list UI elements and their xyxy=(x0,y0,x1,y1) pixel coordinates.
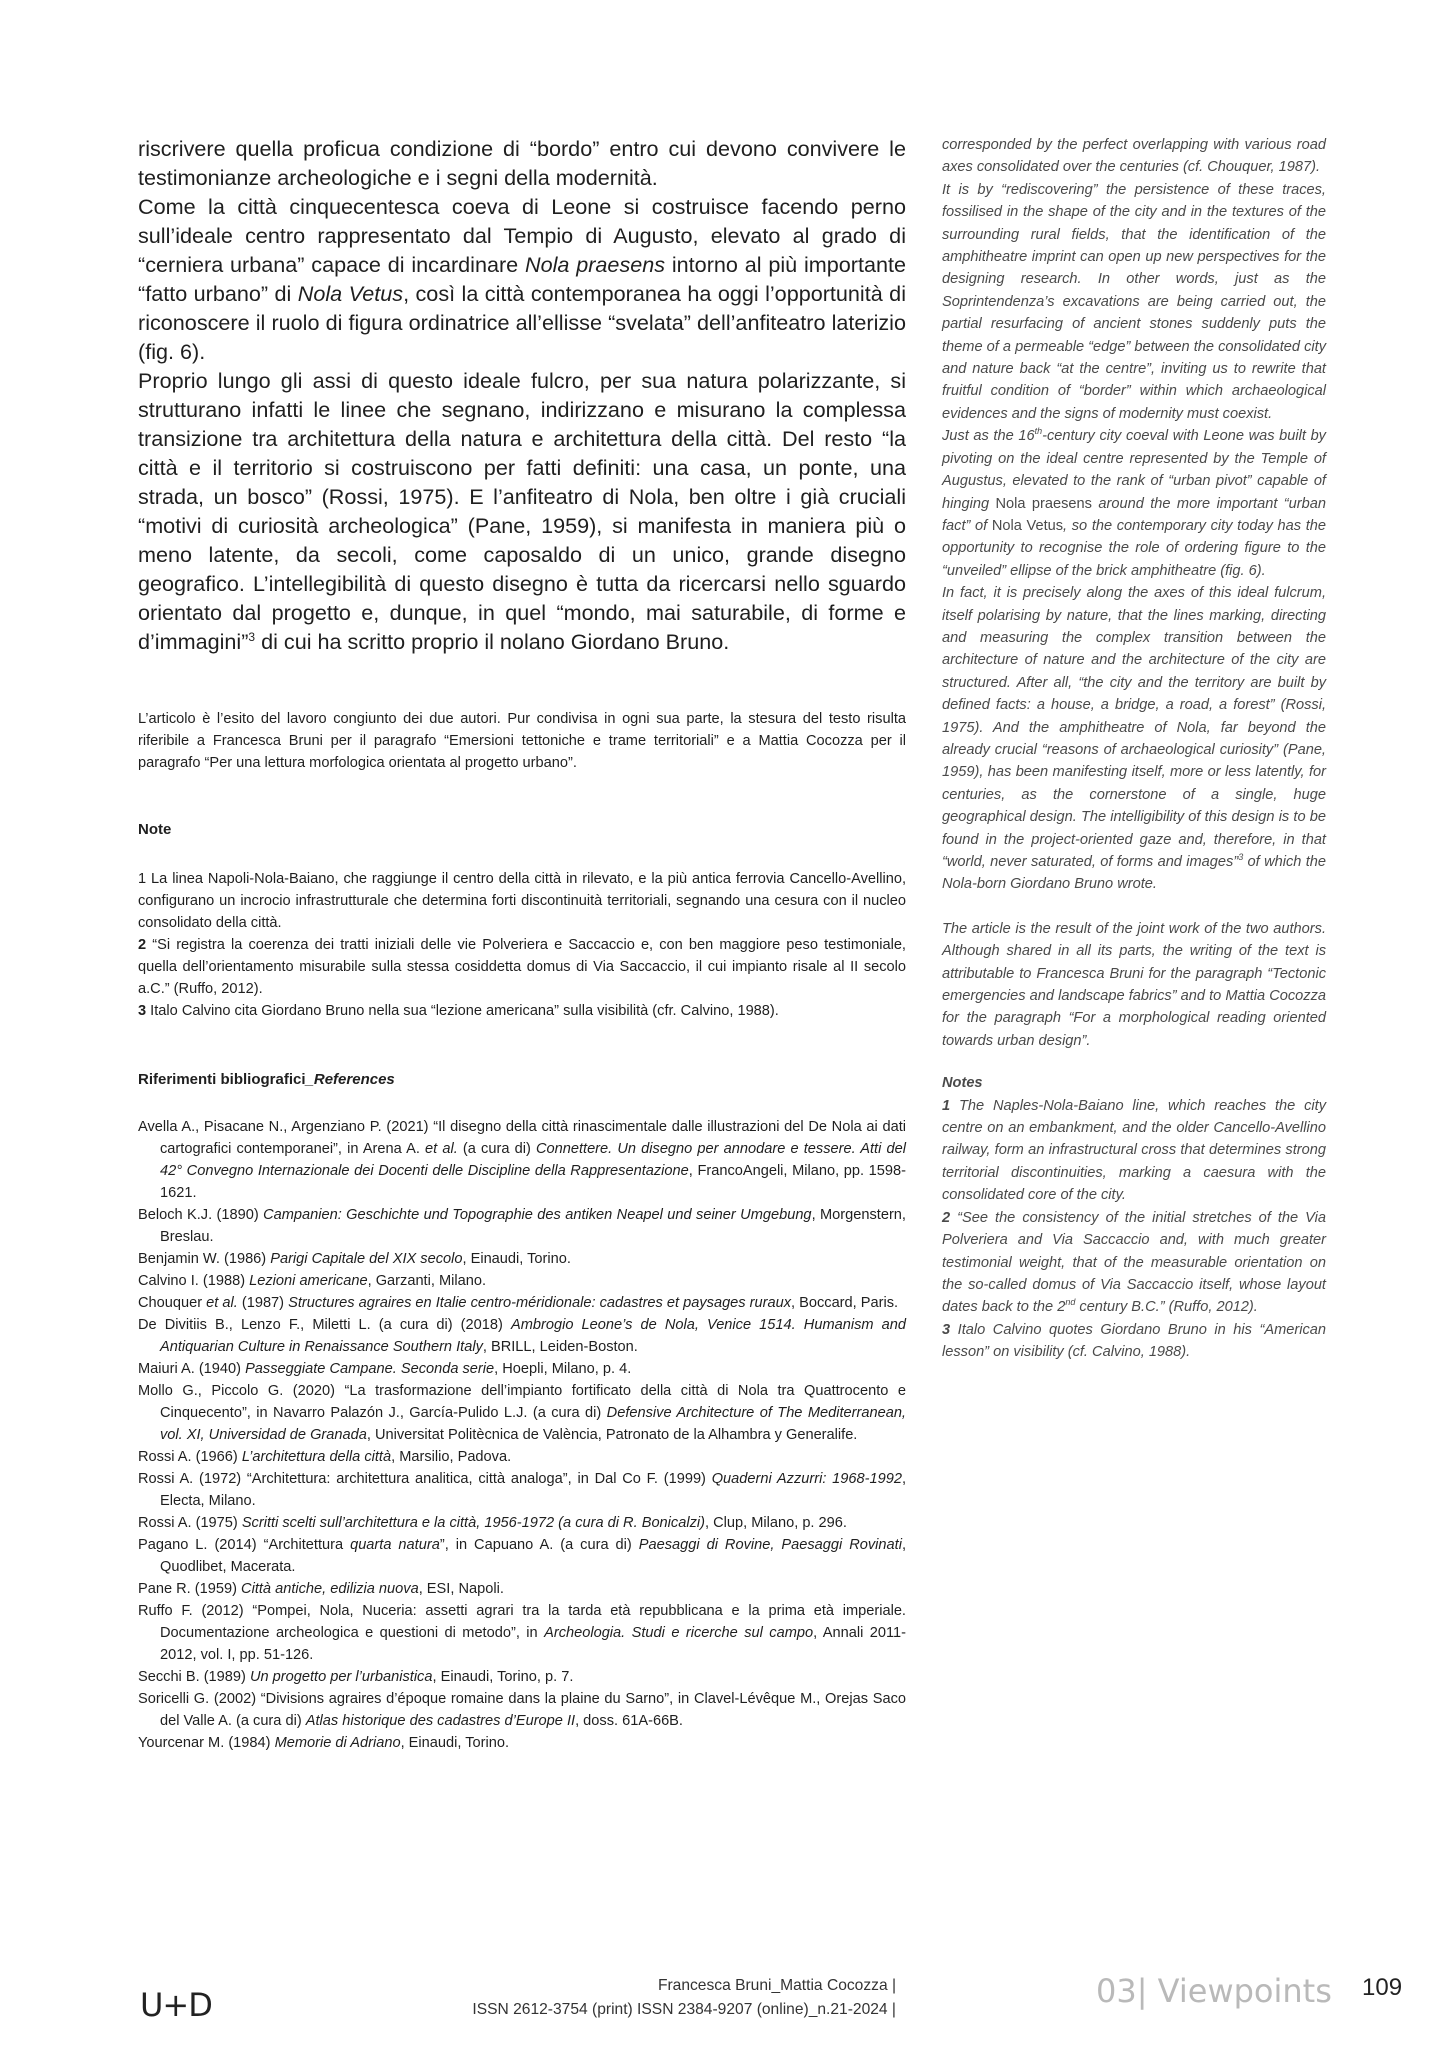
reference-text: , Garzanti, Milano. xyxy=(367,1273,487,1289)
references-heading xyxy=(138,1070,906,1090)
note-number: 2 xyxy=(138,937,147,953)
note-item xyxy=(138,1000,906,1022)
note-text: Italo Calvino quotes Giordano Bruno in his “American lesson” on visibility (cf. Calvino, 1988). xyxy=(942,1321,1326,1361)
english-note xyxy=(942,1319,1326,1364)
reference-text: De Divitiis B., Lenzo F., Miletti L. (a cura di) (2018) xyxy=(138,1317,511,1333)
reference-item xyxy=(138,1248,906,1270)
reference-text: Ruffo F. (2012) “Pompei, Nola, Nuceria: assetti agrari tra la tarda età repubblicana e la prima età imperiale. Documentazione archeologica e questioni di metodo”, in xyxy=(138,1603,906,1641)
paragraph xyxy=(138,192,906,366)
english-acknowledgement: The article is the result of the joint work of the two authors. Although shared in all its parts, the writing of the text is attributable to Francesca Bruni for the paragraph “Tectonic emergencies and landscape fabrics” and to Mattia Cocozza for the paragraph “For a morphological reading oriented towards urban design”. xyxy=(942,920,1326,1049)
italic-term: Nola Vetus xyxy=(297,281,404,306)
reference-item xyxy=(138,1688,906,1732)
reference-text: Pagano L. (2014) “Architettura xyxy=(138,1537,351,1553)
right-column xyxy=(942,134,1326,1364)
reference-text: , Boccard, Paris. xyxy=(791,1295,899,1311)
main-text xyxy=(138,134,906,656)
english-text: of which the Nola-born Giordano Bruno wrote. xyxy=(942,854,1327,893)
reference-item xyxy=(138,1600,906,1666)
reference-title: quarta natura xyxy=(350,1537,440,1553)
reference-text: , FrancoAngeli, Milano, pp. 1598-1621. xyxy=(160,1163,906,1201)
reference-text: Yourcenar M. (1984) xyxy=(138,1735,275,1751)
note-text: “See the consistency of the initial stretches of the Via Polveriera and Via Saccaccio and, with much greater testimonial weight, that of the measurable orientation on the so-called domus of Via Saccaccio itself, whose layout dates back to the 2 xyxy=(942,1209,1326,1316)
english-text: In fact, it is precisely along the axes of this ideal fulcrum, itself polarising by nature, that the lines marking, directing and measuring the complex transition between the architecture of nature and the architecture of the city are structured. After all, “the city and the territory are built by defined facts: a house, a bridge, a road, a forest” (Rossi, 1975). And the amphitheatre of Nola, far beyond the already crucial “reasons of archaeological curiosity” (Pane, 1959), has been manifesting itself, more or less latently, for centuries, as the cornerstone of a single, huge geographical design. The intelligibility of this design is to be found in the project-oriented gaze and, therefore, in that “world, never saturated, of forms and images” xyxy=(942,585,1326,870)
note-number: 3 xyxy=(138,1003,147,1019)
note-number: 3 xyxy=(942,1321,951,1338)
left-column xyxy=(138,134,906,1754)
reference-text: Secchi B. (1989) xyxy=(138,1669,250,1685)
reference-item xyxy=(138,1468,906,1512)
superscript: th xyxy=(1034,426,1043,437)
reference-text: , Electa, Milano. xyxy=(160,1471,907,1509)
notes-list xyxy=(138,868,906,1022)
reference-item xyxy=(138,1666,906,1688)
reference-text: , Universitat Politècnica de València, Patronato de la Alhambra y Generalife. xyxy=(366,1427,858,1443)
reference-text: Benjamin W. (1986) xyxy=(138,1251,271,1267)
section-label: 03| Viewpoints xyxy=(1096,1972,1332,2010)
acknowledgement: L’articolo è l’esito del lavoro congiunto dei due autori. Pur condivisa in ogni sua parte, la stesura del testo risulta riferibile a Francesca Bruni per il paragrafo “Emersioni tettoniche e trame territoriali” e a Mattia Cocozza per il paragrafo “Per una lettura morfologica orientata al progetto urbano”. xyxy=(138,711,906,771)
reference-item xyxy=(138,1358,906,1380)
reference-item xyxy=(138,1270,906,1292)
reference-item xyxy=(138,1446,906,1468)
reference-item xyxy=(138,1578,906,1600)
reference-text: , doss. 61A-66B. xyxy=(575,1713,683,1729)
reference-text: , Einaudi, Torino. xyxy=(462,1251,571,1267)
reference-title: Parigi Capitale del XIX secolo xyxy=(270,1251,463,1267)
english-note xyxy=(942,1095,1326,1207)
reference-text: , Hoepli, Milano, p. 4. xyxy=(494,1361,632,1377)
reference-text: , Marsilio, Padova. xyxy=(391,1449,512,1465)
english-paragraph xyxy=(942,582,1326,896)
reference-text: Pane R. (1959) xyxy=(138,1581,242,1597)
footnote-ref[interactable]: 3 xyxy=(248,629,256,644)
reference-text: ”, in Capuano A. (a cura di) xyxy=(439,1537,639,1553)
reference-item xyxy=(138,1534,906,1578)
reference-text: Soricelli G. (2002) “Divisions agraires d’époque romaine dans la plaine du Sarno”, in Clavel-Lévêque M., Orejas Saco del Valle A. (a cura di) xyxy=(138,1691,906,1729)
reference-text: Calvino I. (1988) xyxy=(138,1273,250,1289)
journal-logo: U+D xyxy=(140,1986,212,2024)
english-text: , so the contemporary city today has the opportunity to recognise the role of ordering figure to the “unveiled” ellipse of the brick amphitheatre (fig. 6). xyxy=(942,517,1326,579)
note-item xyxy=(138,934,906,1000)
reference-title: L’architettura della città xyxy=(241,1449,392,1465)
reference-item xyxy=(138,1314,906,1358)
reference-title: et al. xyxy=(206,1295,238,1311)
page-number: 109 xyxy=(1362,1974,1403,2001)
note-text: century B.C.” (Ruffo, 2012). xyxy=(1075,1299,1258,1316)
reference-text: , Morgenstern, Breslau. xyxy=(160,1207,906,1245)
reference-title: Structures agraires en Italie centro-méridionale: cadastres et paysages ruraux xyxy=(288,1295,792,1311)
reference-text: , Clup, Milano, p. 296. xyxy=(704,1515,847,1531)
reference-text: , Quodlibet, Macerata. xyxy=(160,1537,906,1575)
reference-item xyxy=(138,1380,906,1446)
paragraph-text: riscrivere quella proficua condizione di “bordo” entro cui devono convivere le testimonianze archeologiche e i segni della modernità. xyxy=(138,136,906,190)
reference-text: (a cura di) xyxy=(457,1141,536,1157)
spacer xyxy=(942,896,1326,918)
reference-text: Rossi A. (1972) “Architettura: architettura analitica, città analoga”, in Dal Co F. (1999) xyxy=(138,1471,712,1487)
note-number: 2 xyxy=(942,1209,951,1226)
footer-authors: Francesca Bruni_Mattia Cocozza | xyxy=(657,1977,896,1994)
footer-issn: ISSN 2612-3754 (print) ISSN 2384-9207 (online)_n.21-2024 | xyxy=(472,2001,896,2018)
english-text: around the more important “urban fact” of xyxy=(942,495,1326,534)
reference-text: Mollo G., Piccolo G. (2020) “La trasformazione dell’impianto fortificato della città di Nola tra Quattrocento e Cinquecento”, in Navarro Palazón J., García-Pulido L.J. (a cura di) xyxy=(138,1383,906,1421)
reference-title: Memorie di Adriano xyxy=(274,1735,401,1751)
reference-text: Chouquer xyxy=(138,1295,207,1311)
reference-title: Campanien: Geschichte und Topographie des antiken Neapel und seiner Umgebung xyxy=(263,1207,812,1223)
note-number: 1 xyxy=(942,1097,951,1114)
reference-item xyxy=(138,1204,906,1248)
notes-heading: Note xyxy=(138,821,172,838)
reference-title: Ambrogio Leone’s de Nola, Venice 1514. Humanism and Antiquarian Culture in Renaissance Southern Italy xyxy=(160,1317,906,1355)
reference-item xyxy=(138,1292,906,1314)
reference-text: , Einaudi, Torino. xyxy=(400,1735,510,1751)
reference-text: Maiuri A. (1940) xyxy=(138,1361,246,1377)
note-item xyxy=(138,868,906,934)
superscript: nd xyxy=(1065,1297,1076,1308)
references-heading-en: _References xyxy=(305,1071,395,1088)
note-number: 1 xyxy=(138,871,147,887)
paragraph-text: Come la città cinquecentesca coeva di Leone si costruisce facendo perno sull’ideale centro rappresentato dal Tempio di Augusto, elevato al grado di “cerniera urbana” capace di incardinare xyxy=(138,194,906,277)
reference-title: Paesaggi di Rovine, Paesaggi Rovinati xyxy=(638,1537,902,1553)
note-text: Italo Calvino cita Giordano Bruno nella sua “lezione americana” sulla visibilità (cfr. Calvino, 1988). xyxy=(146,1003,779,1019)
paragraph-text: Proprio lungo gli assi di questo ideale fulcro, per sua natura polarizzante, si strutturano infatti le linee che segnano, indirizzano e misurano la complessa transizione tra architettura della natura e architettura della città. Del resto “la città e il territorio si costruiscono per fatti definiti: una casa, un ponte, una strada, un bosco” (Rossi, 1975). E l’anfiteatro di Nola, ben oltre i già cruciali “motivi di curiosità archeologica” (Pane, 1959), si manifesta in maniera più o meno latente, da secoli, come caposaldo di un unico, grande disegno geografico. L’intellegibilità di questo disegno è tutta da ricercarsi nello sguardo orientato dal progetto e, dunque, in quel “mondo, mai saturabile, di forme e d’immagini” xyxy=(138,368,906,654)
reference-item xyxy=(138,1512,906,1534)
reference-title: Un progetto per l’urbanistica xyxy=(249,1669,433,1685)
references-heading-it: Riferimenti bibliografici xyxy=(138,1071,306,1088)
reference-text: , Einaudi, Torino, p. 7. xyxy=(432,1669,574,1685)
paragraph-text: , così la città contemporanea ha oggi l’opportunità di riconoscere il ruolo di figura ordinatrice all’ellisse “svelata” dell’anfiteatro laterizio (fig. 6). xyxy=(138,281,906,364)
note-text: The Naples-Nola-Baiano line, which reaches the city centre on an embankment, and the older Cancello-Avellino railway, form an infrastructural cross that determines strong territorial discontinuities, marking a caesura with the consolidated core of the city. xyxy=(942,1097,1326,1204)
footnote-ref[interactable]: 3 xyxy=(1238,852,1244,863)
reference-text: , Annali 2011-2012, vol. I, pp. 51-126. xyxy=(160,1625,907,1663)
english-note xyxy=(942,1207,1326,1319)
reference-item xyxy=(138,1116,906,1204)
reference-title: Città antiche, edilizia nuova xyxy=(241,1581,419,1597)
reference-text: , BRILL, Leiden-Boston. xyxy=(482,1339,638,1355)
italic-term: Nola praesens xyxy=(525,252,666,277)
reference-text: Avella A., Pisacane N., Argenziano P. (2021) “Il disegno della città rinascimentale dalle illustrazioni del De Nola ai dati cartografici contemporanei”, in Arena A. xyxy=(138,1119,906,1157)
reference-title: Scritti scelti sull’architettura e la città, 1956-1972 (a cura di R. Bonicalzi) xyxy=(241,1515,705,1531)
references-list xyxy=(138,1116,906,1754)
reference-title: Defensive Architecture of The Mediterranean, vol. XI, Universidad de Granada xyxy=(160,1405,906,1443)
reference-title: Atlas historique des cadastres d’Europe II xyxy=(305,1713,576,1729)
note-text: “Si registra la coerenza dei tratti iniziali delle vie Polveriera e Saccaccio e, con ben maggiore peso testimoniale, quella dell’orientamento misurabile sulla stessa cosiddetta domus di Via Saccaccio, il cui impianto risale al II secolo a.C.” (Ruffo, 2012). xyxy=(138,937,906,997)
english-text: -century city coeval with Leone was built by pivoting on the ideal centre represented by the Temple of Augustus, elevated to the rank of “urban pivot” capable of hinging xyxy=(942,428,1326,512)
reference-text: Rossi A. (1966) xyxy=(138,1449,242,1465)
paragraph-text: di cui ha scritto proprio il nolano Giordano Bruno. xyxy=(255,629,730,654)
reference-title: Passeggiate Campane. Seconda serie xyxy=(245,1361,495,1377)
paragraph-text: intorno al più importante “fatto urbano” di xyxy=(138,252,906,306)
reference-item xyxy=(138,1732,906,1754)
roman-term: Nola Vetus xyxy=(991,517,1064,534)
english-notes-heading: Notes xyxy=(942,1075,983,1092)
english-paragraph: corresponded by the perfect overlapping with various road axes consolidated over the centuries (cf. Chouquer, 1987). xyxy=(942,137,1326,176)
reference-text: Rossi A. (1975) xyxy=(138,1515,242,1531)
reference-title: Quaderni Azzurri: 1968-1992 xyxy=(711,1471,902,1487)
roman-term: Nola praesens xyxy=(995,495,1092,512)
english-paragraph xyxy=(942,425,1326,582)
english-paragraph: It is by “rediscovering” the persistence of these traces, fossilised in the shape of the city and in the textures of the surrounding rural fields, that the identification of the amphitheatre imprint can open up new perspectives for the designing research. In other words, just as the Soprintendenza’s excavations are being carried out, the partial resurfacing of ancient stones suddenly puts the theme of a permeable “edge” between the consolidated city and nature back “at the centre”, inviting us to rewrite that fruitful condition of “border” within which archaeological evidences and the signs of modernity must coexist. xyxy=(942,181,1326,422)
reference-title: et al. xyxy=(425,1141,458,1157)
reference-title: Lezioni americane xyxy=(249,1273,368,1289)
note-text: La linea Napoli-Nola-Baiano, che raggiunge il centro della città in rilevato, e la più antica ferrovia Cancello-Avellino, configurano un incrocio infrastrutturale che determina forti discontinuità territoriali, segnando una cesura con il nucleo consolidato della città. xyxy=(138,871,906,931)
footer-info xyxy=(472,1974,896,2022)
reference-text: , ESI, Napoli. xyxy=(418,1581,504,1597)
reference-title: Connettere. Un disegno per annodare e tessere. Atti del 42° Convegno Internazionale dei Docenti delle Discipline della Rappresentazione xyxy=(160,1141,906,1179)
reference-text: (1987) xyxy=(237,1295,289,1311)
reference-text: Beloch K.J. (1890) xyxy=(138,1207,264,1223)
paragraph xyxy=(138,134,906,192)
english-text: Just as the 16 xyxy=(942,428,1035,445)
reference-title: Archeologia. Studi e ricerche sul campo xyxy=(544,1625,814,1641)
paragraph xyxy=(138,366,906,656)
